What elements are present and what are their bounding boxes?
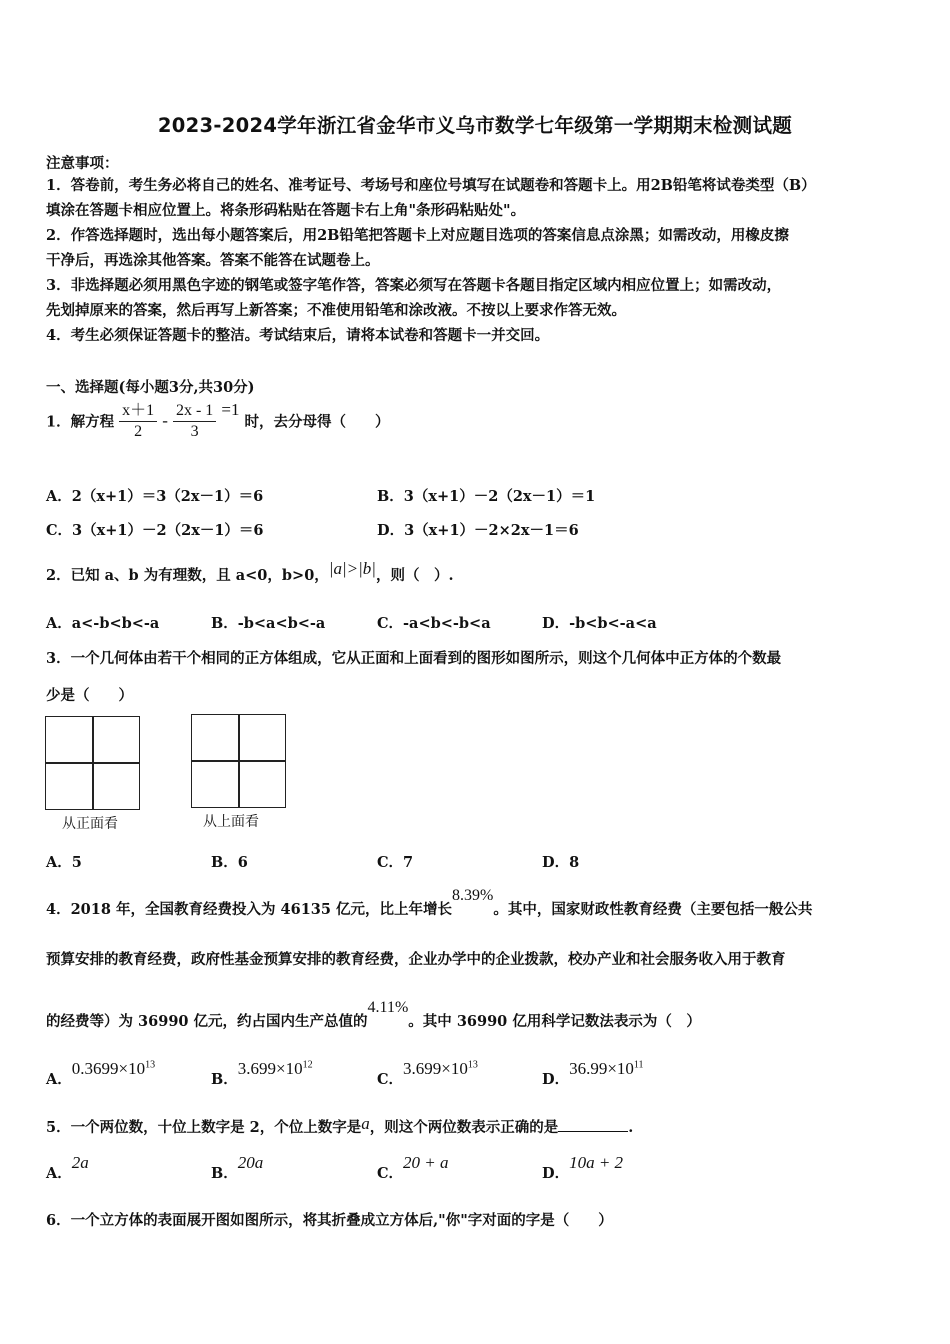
q2-option-c[interactable]: C．-a<b<-b<a <box>377 615 491 632</box>
q1-frac2-numerator: 2x - 1 <box>173 401 216 422</box>
option-value: 10a + 2 <box>569 1153 624 1172</box>
option-value: 2a <box>71 1153 89 1172</box>
question-4-line-2: 预算安排的教育经费，政府性基金预算安排的教育经费，企业办学中的企业拨款，校办产业和社会服务收入用于教育 <box>46 951 786 968</box>
notes-heading: 注意事项： <box>46 155 119 172</box>
q1-minus: - <box>162 411 168 430</box>
note-line: 填涂在答题卡相应位置上。将条形码粘贴在答题卡右上角"条形码粘贴处"。 <box>46 202 526 219</box>
option-label: A． <box>46 1071 72 1088</box>
option-label: C． <box>377 1165 404 1182</box>
q2-math: |a|>|b| <box>328 559 376 578</box>
q1-frac2-denominator: 3 <box>190 422 199 440</box>
question-6: 6．一个立方体的表面展开图如图所示，将其折叠成立方体后,"你"字对面的字是（ ） <box>46 1212 613 1229</box>
q4-percent-1: 8.39% <box>452 887 494 904</box>
q1-frac1-denominator: 2 <box>134 422 143 440</box>
note-line: 先划掉原来的答案，然后再写上新答案；不准使用铅笔和涂改液。不按以上要求作答无效。 <box>46 302 626 319</box>
q1-prefix: 1．解方程 <box>46 413 115 431</box>
front-view-caption: 从正面看 <box>62 816 118 832</box>
q1-fraction-2 <box>173 401 216 442</box>
section-heading: 一、选择题(每小题3分,共30分) <box>46 379 255 396</box>
q1-option-a[interactable]: A．2（x+1）＝3（2x－1）＝6 <box>46 488 264 505</box>
question-4-line-3 <box>46 999 701 1031</box>
q5-option-a[interactable] <box>46 1153 89 1183</box>
option-label: C． <box>377 1071 404 1088</box>
option-value: 20a <box>237 1153 264 1172</box>
option-value: $3.699\times 10^{13}$ <box>403 1059 478 1078</box>
note-line: 2．作答选择题时，选出每小题答案后，用2B铅笔把答题卡上对应题目选项的答案信息点涂黑；如需改动，用橡皮擦 <box>46 227 789 244</box>
question-1 <box>46 400 390 442</box>
q5-text: . <box>628 1119 634 1136</box>
q4-option-b[interactable] <box>211 1059 313 1089</box>
q5-option-c[interactable] <box>377 1153 449 1183</box>
q1-option-c[interactable]: C．3（x+1）－2（2x－1）＝6 <box>46 522 264 539</box>
q4-text: 。其中 36990 亿用科学记数法表示为（ ） <box>408 1013 701 1030</box>
q2-option-d[interactable]: D．-b<b<-a<a <box>542 615 657 632</box>
q4-option-c[interactable] <box>377 1059 478 1089</box>
q4-text: 。其中，国家财政性教育经费（主要包括一般公共 <box>493 901 813 918</box>
front-view-figure <box>45 716 140 810</box>
q4-option-a[interactable] <box>46 1059 156 1089</box>
q1-equals-one: =1 <box>221 400 240 419</box>
option-label: D． <box>542 1165 570 1182</box>
q3-option-b[interactable]: B．6 <box>211 854 248 871</box>
answer-blank[interactable] <box>558 1117 628 1132</box>
q5-option-b[interactable] <box>211 1153 264 1183</box>
q5-text: ，则这个两位数表示正确的是 <box>369 1119 559 1136</box>
option-value: 20 + a <box>403 1153 449 1172</box>
option-value: $0.3699\times 10^{13}$ <box>71 1059 156 1078</box>
question-2 <box>46 559 454 585</box>
q4-option-d[interactable] <box>542 1059 644 1089</box>
q4-text: 4．2018 年，全国教育经费投入为 46135 亿元，比上年增长 <box>46 901 453 918</box>
note-line: 1．答卷前，考生务必将自己的姓名、准考证号、考场号和座位号填写在试题卷和答题卡上。用2B铅笔将试卷类型（B） <box>46 177 816 194</box>
grid-divider <box>192 760 285 762</box>
q1-option-b[interactable]: B．3（x+1）－2（2x－1）＝1 <box>377 488 596 505</box>
q1-suffix: 时，去分母得（ ） <box>244 413 390 431</box>
page-title: 2023-2024学年浙江省金华市义乌市数学七年级第一学期期末检测试题 <box>157 114 793 137</box>
q2-option-a[interactable]: A．a<-b<b<-a <box>46 615 160 632</box>
q3-option-d[interactable]: D．8 <box>542 854 580 871</box>
q2-suffix: ，则（ ）. <box>375 567 454 584</box>
question-3-line-1: 3．一个几何体由若干个相同的正方体组成，它从正面和上面看到的图形如图所示，则这个几何体中正方体的个数最 <box>46 650 782 667</box>
q4-text: 的经费等）为 36990 亿元，约占国内生产总值的 <box>46 1013 368 1030</box>
note-line: 干净后，再选涂其他答案。答案不能答在试题卷上。 <box>46 252 380 269</box>
top-view-caption: 从上面看 <box>203 814 259 830</box>
q5-option-d[interactable] <box>542 1153 624 1183</box>
note-line: 4．考生必须保证答题卡的整洁。考试结束后，请将本试卷和答题卡一并交回。 <box>46 327 550 344</box>
q2-prefix: 2．已知 a、b 为有理数，且 a<0，b>0， <box>46 567 329 584</box>
option-value: $3.699\times 10^{12}$ <box>237 1059 313 1078</box>
note-line: 3．非选择题必须用黑色字迹的钢笔或签字笔作答，答案必须写在答题卡各题目指定区域内相应位置上；如需改动， <box>46 277 782 294</box>
q5-variable: a <box>361 1114 370 1133</box>
q5-text: 5．一个两位数，十位上数字是 2，个位上数字是 <box>46 1119 362 1136</box>
option-label: B． <box>211 1165 238 1182</box>
question-5 <box>46 1116 633 1137</box>
q1-option-d[interactable]: D．3（x+1）－2×2x－1＝6 <box>377 522 579 539</box>
q2-option-b[interactable]: B．-b<a<b<-a <box>211 615 326 632</box>
grid-divider <box>46 762 139 764</box>
q1-fraction-1 <box>119 401 157 442</box>
option-label: A． <box>46 1165 72 1182</box>
q1-frac1-numerator: x＋1 <box>119 401 157 422</box>
top-view-figure <box>191 714 286 808</box>
option-label: B． <box>211 1071 238 1088</box>
question-3-line-2: 少是（ ） <box>46 687 133 704</box>
q3-option-a[interactable]: A．5 <box>46 854 82 871</box>
q3-option-c[interactable]: C．7 <box>377 854 414 871</box>
option-label: D． <box>542 1071 570 1088</box>
question-4-line-1 <box>46 887 813 919</box>
option-value: $36.99\times 10^{11}$ <box>569 1059 644 1078</box>
q4-percent-2: 4.11% <box>367 999 409 1016</box>
